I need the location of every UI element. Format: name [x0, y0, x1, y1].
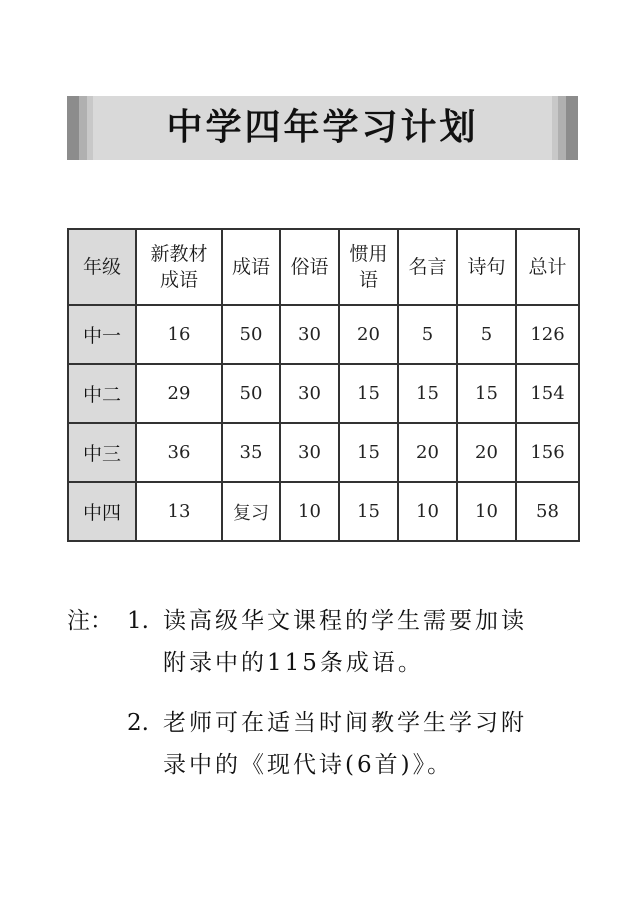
table-cell: 30	[280, 364, 339, 423]
table-cell: 29	[136, 364, 222, 423]
table-cell: 13	[136, 482, 222, 541]
table-cell: 20	[398, 423, 457, 482]
table-cell: 10	[280, 482, 339, 541]
table-cell: 15	[339, 364, 398, 423]
table-cell: 15	[339, 482, 398, 541]
note-text	[163, 702, 587, 786]
note-number: 2.	[127, 710, 149, 736]
table-cell: 20	[339, 305, 398, 364]
table-row	[68, 423, 579, 482]
header-total: 总计	[516, 229, 579, 305]
table-cell: 20	[457, 423, 516, 482]
table-cell: 15	[339, 423, 398, 482]
table-cell: 36	[136, 423, 222, 482]
table-row	[68, 364, 579, 423]
table-cell: 15	[457, 364, 516, 423]
row-grade: 中四	[68, 482, 136, 541]
note-text	[163, 600, 587, 684]
table-cell: 58	[516, 482, 579, 541]
header-poetry-lines: 诗句	[457, 229, 516, 305]
table-header-row	[68, 229, 579, 305]
table-cell: 16	[136, 305, 222, 364]
header-proverbs: 俗语	[280, 229, 339, 305]
header-famous-sayings: 名言	[398, 229, 457, 305]
table-cell: 5	[398, 305, 457, 364]
header-idioms: 成语	[222, 229, 280, 305]
header-new-textbook-idioms: 新教材 成语	[136, 229, 222, 305]
study-plan-table	[67, 228, 580, 542]
row-grade: 中三	[68, 423, 136, 482]
note-line: 老师可在适当时间教学生学习附	[163, 710, 527, 736]
header-idiomatic-expressions: 惯用 语	[339, 229, 398, 305]
note-number: 1.	[127, 608, 149, 634]
table-cell: 156	[516, 423, 579, 482]
table-cell: 10	[457, 482, 516, 541]
table-cell: 35	[222, 423, 280, 482]
notes-section	[67, 600, 587, 786]
title-banner	[67, 96, 578, 160]
row-grade: 中一	[68, 305, 136, 364]
table-cell: 10	[398, 482, 457, 541]
table-cell: 126	[516, 305, 579, 364]
table-row	[68, 482, 579, 541]
notes-label: 注：	[67, 608, 113, 634]
table-row	[68, 305, 579, 364]
note-item	[67, 702, 587, 786]
page-title: 中学四年学习计划	[166, 107, 479, 148]
note-line: 附录中的115条成语。	[163, 650, 424, 676]
table-cell: 30	[280, 423, 339, 482]
note-item	[67, 600, 587, 684]
table-cell: 30	[280, 305, 339, 364]
table-cell: 50	[222, 364, 280, 423]
table-cell: 154	[516, 364, 579, 423]
table-cell: 5	[457, 305, 516, 364]
row-grade: 中二	[68, 364, 136, 423]
header-grade: 年级	[68, 229, 136, 305]
table-cell: 15	[398, 364, 457, 423]
table-cell-review: 复习	[222, 482, 280, 541]
table-cell: 50	[222, 305, 280, 364]
note-line: 录中的《现代诗(6首)》。	[163, 752, 454, 778]
note-line: 读高级华文课程的学生需要加读	[163, 608, 527, 634]
